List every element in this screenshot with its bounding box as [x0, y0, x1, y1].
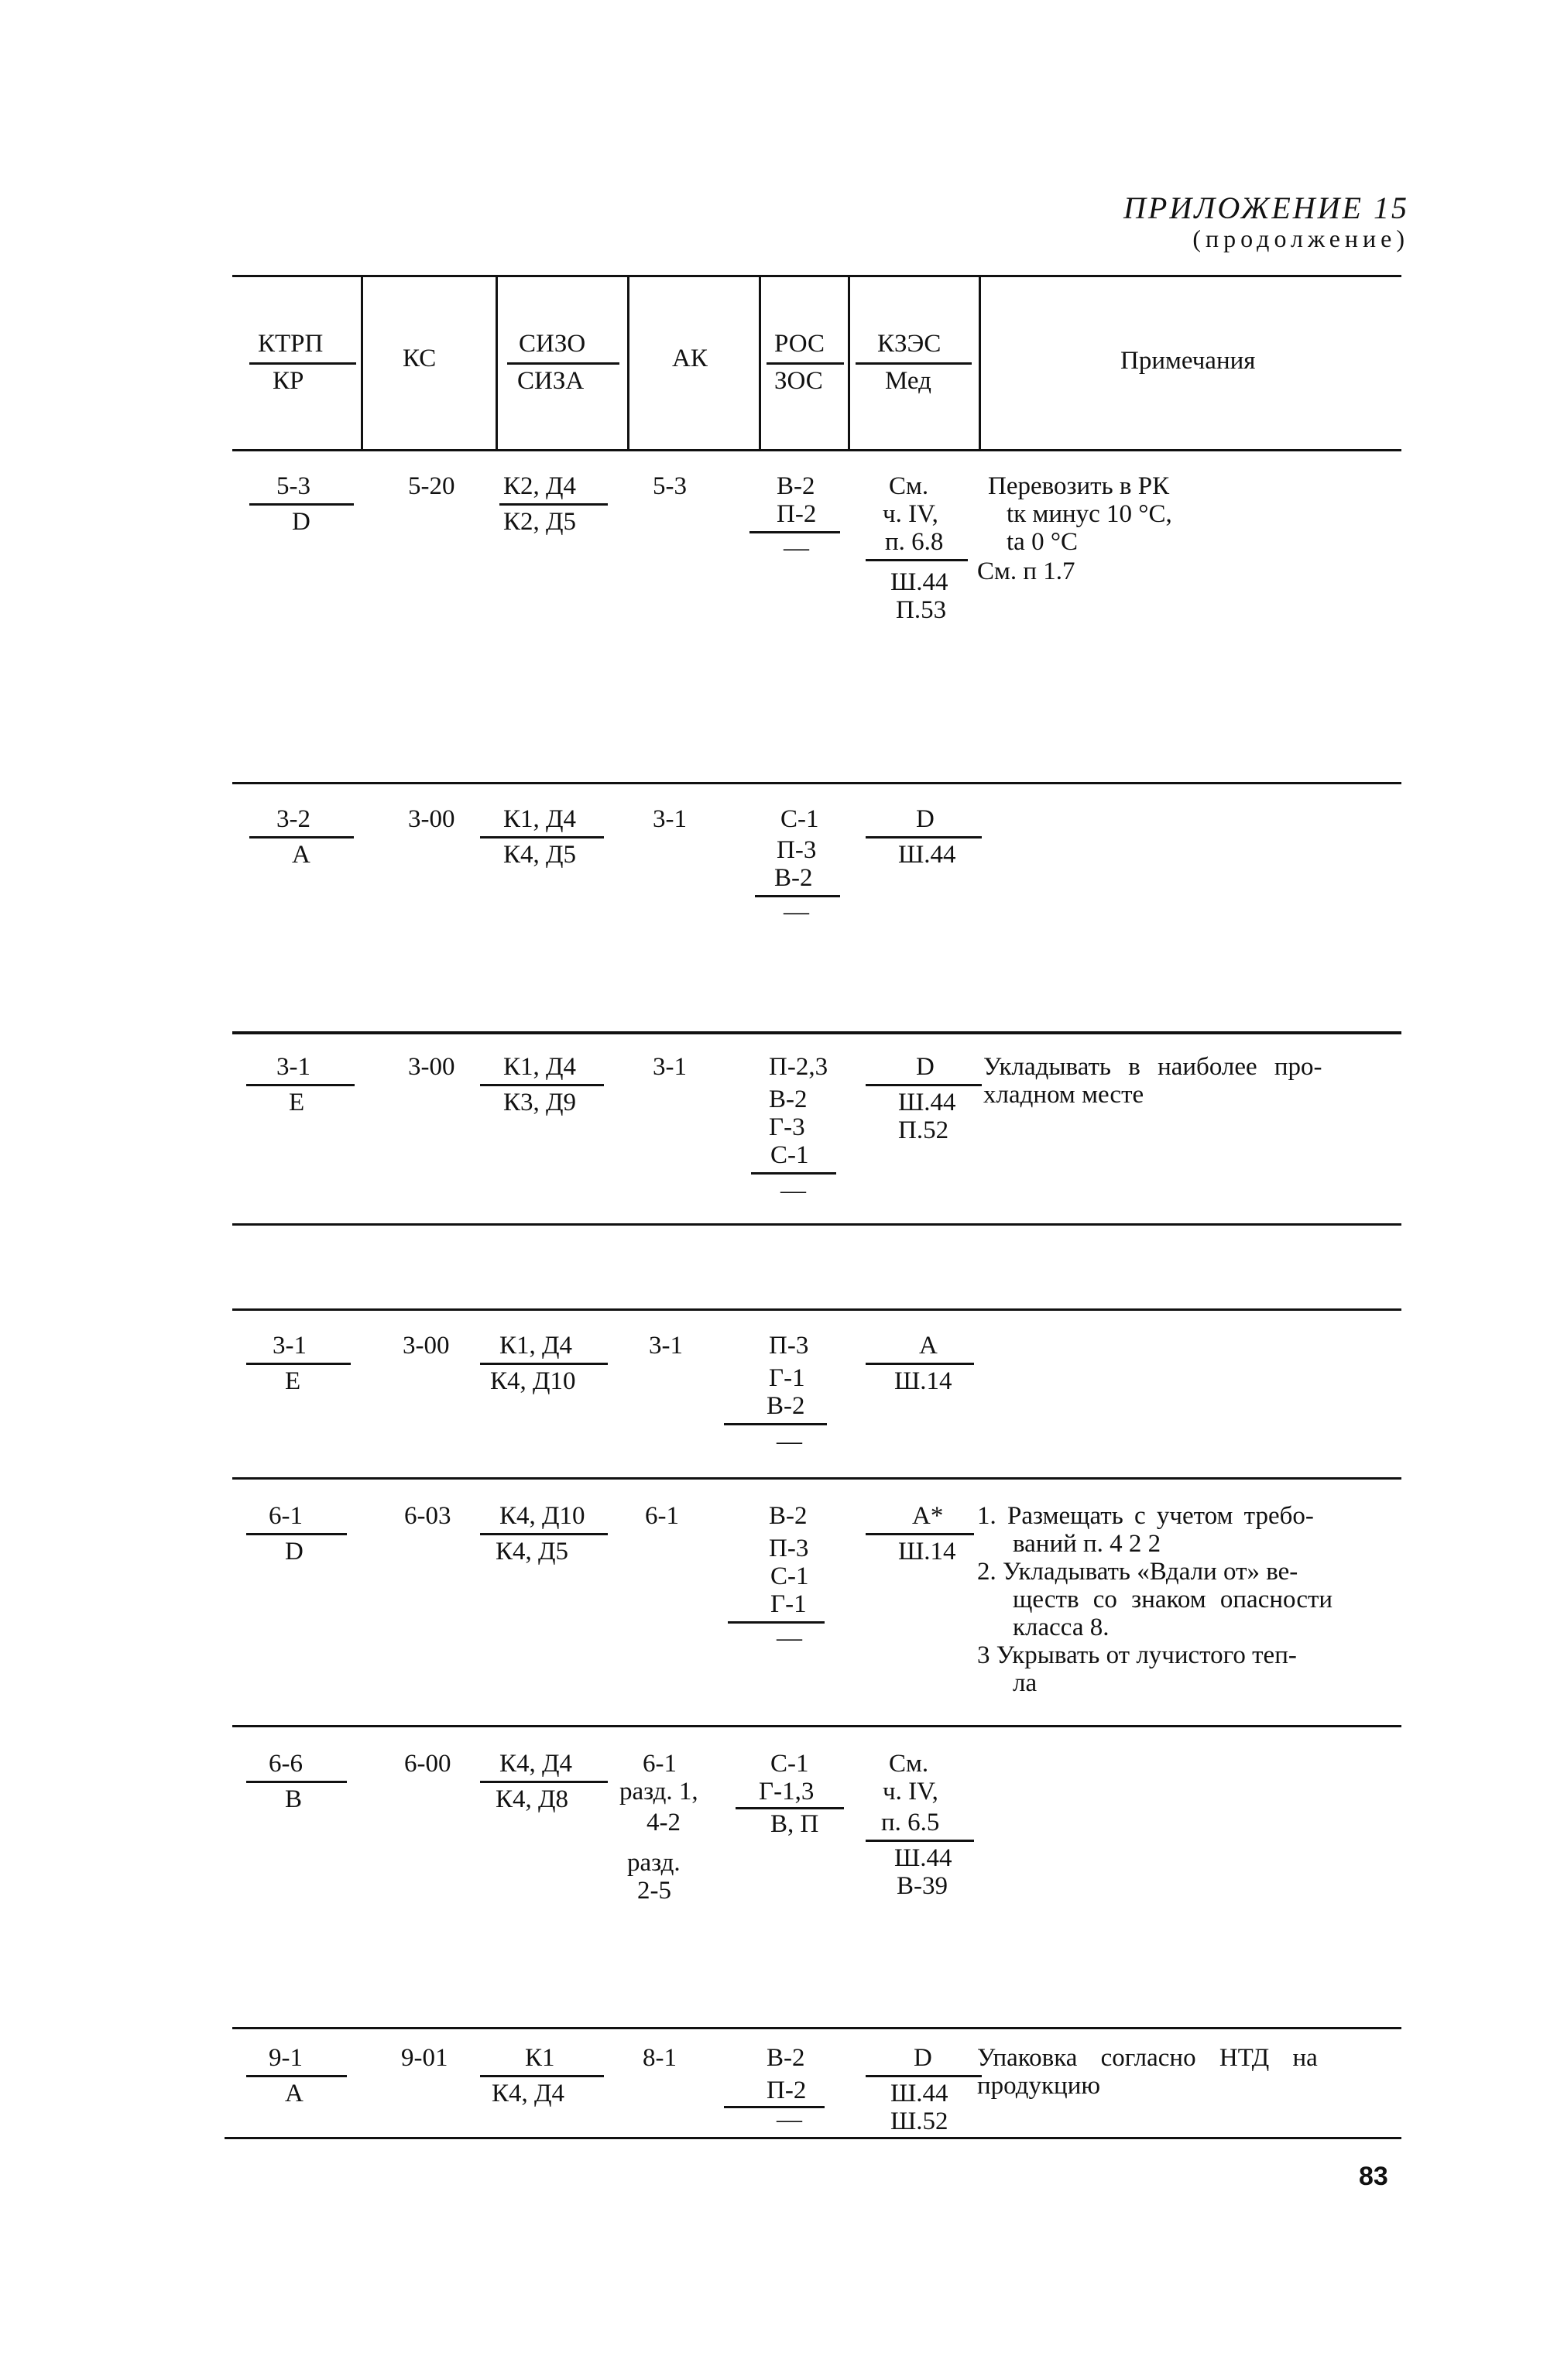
col-ks-header: КС [403, 345, 437, 372]
ros-value: П-3 [769, 1332, 809, 1360]
ktrp-value: 9-1 [269, 2044, 303, 2072]
kr-value: Е [285, 1367, 301, 1395]
siza-value: К4, Д5 [503, 841, 577, 869]
col-sep-2 [496, 275, 498, 449]
med-value: П.53 [896, 596, 947, 624]
ros-value: П-3 [777, 836, 817, 864]
ak-value: разд. [627, 1849, 681, 1877]
ros-value: С-1 [780, 805, 819, 833]
sizo-fraction-line [480, 1084, 604, 1086]
ros-value: П-2,3 [769, 1053, 828, 1081]
kr-value: Е [289, 1089, 305, 1116]
col-sep-4 [759, 275, 761, 449]
note-line: Укладывать в наиболее про- [983, 1053, 1322, 1081]
ros-fraction-line [755, 895, 840, 897]
siza-value: К4, Д4 [492, 2080, 565, 2107]
zos-value: В, П [770, 1810, 819, 1838]
ktrp-value: 3-1 [273, 1332, 307, 1360]
ros-fraction-line [724, 1423, 827, 1425]
ros-value: В-2 [774, 864, 813, 892]
kzes-value: ч. IV, [883, 500, 938, 528]
ros-value: П-2 [777, 500, 817, 528]
note-line: ществ со знаком опасности [1013, 1586, 1333, 1614]
med-value: Ш.14 [898, 1538, 956, 1566]
kzes-value: ч. IV, [883, 1778, 938, 1806]
siza-value: К2, Д5 [503, 508, 577, 536]
kzes-fraction-line [866, 836, 982, 838]
ros-value: В-2 [769, 1085, 808, 1113]
row-separator [232, 2027, 1401, 2029]
sizo-fraction-line [499, 503, 608, 506]
kzes-fraction-line [866, 1840, 974, 1842]
ros-value: В-2 [769, 1502, 808, 1530]
ktrp-value: 5-3 [276, 472, 310, 500]
kzes-value: п. 6.5 [881, 1809, 940, 1836]
zos-value: — [780, 1177, 806, 1205]
note-line: См. п 1.7 [977, 557, 1075, 585]
sizo-fraction-line [480, 1781, 608, 1783]
kzes-value: А [919, 1332, 938, 1360]
page-number: 83 [1359, 2162, 1388, 2191]
note-line: ваний п. 4 2 2 [1013, 1530, 1161, 1558]
ks-value: 9-01 [401, 2044, 448, 2072]
ros-value: П-2 [767, 2076, 807, 2104]
med-value: Ш.52 [890, 2107, 948, 2135]
sizo-fraction-line [480, 1363, 608, 1365]
col-notes-header: Примечания [1120, 347, 1256, 375]
sizo-value: К1, Д4 [503, 1053, 577, 1081]
ktrp-value: 6-1 [269, 1502, 303, 1530]
ros-fraction-line [749, 531, 840, 533]
sizo-fraction-line [480, 1533, 608, 1535]
note-line: 3 Укрывать от лучистого теп- [977, 1641, 1297, 1669]
kzes-fraction-line [866, 1363, 974, 1365]
sizo-fraction-line [480, 2075, 604, 2077]
col-kzes-header: КЗЭС [877, 330, 941, 358]
ktrp-value: 3-2 [276, 805, 310, 833]
note-line: хладном месте [983, 1081, 1144, 1109]
col-sizo-header: СИЗО [519, 330, 586, 358]
kzes-value: См. [889, 1750, 929, 1778]
ros-value: С-1 [770, 1562, 809, 1590]
ros-value: Г-1 [770, 1590, 807, 1618]
kr-value: D [285, 1538, 304, 1566]
kr-value: D [292, 508, 310, 536]
col-zos-header: ЗОС [774, 367, 823, 395]
ros-value: С-1 [770, 1750, 809, 1778]
col6-fraction-line [856, 362, 972, 365]
ks-value: 6-03 [404, 1502, 451, 1530]
table-top-rule [232, 275, 1401, 277]
row-separator [232, 1223, 1401, 1226]
kr-value: А [292, 841, 310, 869]
ak-value: 2-5 [637, 1877, 671, 1905]
ks-value: 3-00 [408, 805, 455, 833]
col5-fraction-line [767, 362, 844, 365]
kzes-value: См. [889, 472, 929, 500]
ros-value: Г-3 [769, 1113, 805, 1141]
col-siza-header: СИЗА [517, 367, 585, 395]
row-separator [232, 1725, 1401, 1727]
kzes-value: D [914, 2044, 932, 2072]
row-separator [232, 782, 1401, 784]
sizo-fraction-line [480, 836, 604, 838]
sizo-value: К4, Д4 [499, 1750, 573, 1778]
ktrp-value: 3-1 [276, 1053, 310, 1081]
ktrp-fraction-line [246, 1533, 347, 1535]
ak-value: 6-1 [645, 1502, 679, 1530]
ak-value: 3-1 [653, 805, 687, 833]
col-sep-5 [848, 275, 850, 449]
med-value: П.52 [898, 1116, 949, 1144]
kzes-value: D [916, 805, 935, 833]
note-line: класса 8. [1013, 1614, 1110, 1641]
note-line: ла [1013, 1669, 1038, 1697]
appendix-title: ПРИЛОЖЕНИЕ 15 [1123, 190, 1409, 225]
kzes-fraction-line [866, 559, 968, 561]
ros-fraction-line [724, 2106, 825, 2108]
ros-fraction-line [751, 1172, 836, 1175]
ros-fraction-line [728, 1621, 825, 1624]
col-kr-header: КР [273, 367, 304, 395]
kzes-fraction-line [866, 1533, 974, 1535]
zos-value: — [777, 2106, 802, 2134]
siza-value: К4, Д8 [496, 1785, 569, 1813]
ktrp-value: 6-6 [269, 1750, 303, 1778]
kr-value: А [285, 2080, 304, 2107]
row-separator [232, 1031, 1401, 1034]
ros-value: В-2 [767, 1392, 805, 1420]
siza-value: К3, Д9 [503, 1089, 577, 1116]
row-separator [232, 1308, 1401, 1311]
ktrp-fraction-line [249, 836, 354, 838]
ak-value: разд. 1, [619, 1778, 698, 1806]
med-value: Ш.44 [890, 568, 948, 596]
note-line: Перевозить в РК [988, 472, 1170, 500]
ros-value: В-2 [767, 2044, 805, 2072]
zos-value: — [777, 1428, 802, 1456]
ros-fraction-line [736, 1807, 844, 1809]
table-bottom-rule [225, 2137, 1401, 2139]
note-line: Упаковка согласно НТД на [977, 2044, 1318, 2072]
siza-value: К4, Д10 [490, 1367, 576, 1395]
col-ak-header: АК [672, 345, 708, 372]
kzes-value: п. 6.8 [885, 528, 944, 556]
col1-fraction-line [249, 362, 356, 365]
kzes-value: D [916, 1053, 935, 1081]
kzes-fraction-line [866, 2075, 982, 2077]
appendix-subtitle: (продолжение) [1192, 225, 1409, 252]
note-line: 2. Укладывать «Вдали от» ве- [977, 1558, 1298, 1586]
sizo-value: К1, Д4 [503, 805, 577, 833]
ks-value: 3-00 [408, 1053, 455, 1081]
ak-value: 3-1 [649, 1332, 683, 1360]
note-line: продукцию [977, 2072, 1101, 2100]
col-med-header: Мед [885, 367, 931, 395]
kzes-fraction-line [866, 1084, 982, 1086]
col-sep-1 [361, 275, 363, 449]
med-value: Ш.44 [890, 2080, 948, 2107]
zos-value: — [777, 1624, 802, 1652]
ks-value: 5-20 [408, 472, 455, 500]
ktrp-fraction-line [246, 2075, 347, 2077]
ros-value: Г-1,3 [759, 1778, 815, 1806]
col-sep-3 [627, 275, 629, 449]
med-value: Ш.44 [894, 1844, 952, 1872]
med-value: Ш.44 [898, 1089, 956, 1116]
ros-value: Г-1 [769, 1364, 805, 1392]
siza-value: К4, Д5 [496, 1538, 569, 1566]
ros-value: П-3 [769, 1535, 809, 1562]
ktrp-fraction-line [246, 1363, 351, 1365]
med-value: Ш.14 [894, 1367, 952, 1395]
ros-value: С-1 [770, 1141, 809, 1169]
note-line: tк минус 10 °С, [1007, 500, 1172, 528]
note-line: tа 0 °С [1007, 528, 1079, 556]
sizo-value: К1 [525, 2044, 555, 2072]
sizo-value: К4, Д10 [499, 1502, 585, 1530]
ak-value: 5-3 [653, 472, 687, 500]
col-sep-6 [979, 275, 981, 449]
zos-value: — [784, 898, 809, 926]
row-separator [232, 1477, 1401, 1480]
med-value: Ш.44 [898, 841, 956, 869]
sizo-value: К1, Д4 [499, 1332, 573, 1360]
ak-value: 3-1 [653, 1053, 687, 1081]
col3-fraction-line [507, 362, 619, 365]
note-line: 1. Размещать с учетом требо- [977, 1502, 1314, 1530]
kr-value: В [285, 1785, 303, 1813]
sizo-value: К2, Д4 [503, 472, 577, 500]
kzes-value: А* [912, 1502, 944, 1530]
ak-value: 6-1 [643, 1750, 677, 1778]
ak-value: 4-2 [647, 1809, 681, 1836]
header-bottom-rule [232, 449, 1401, 451]
ros-value: В-2 [777, 472, 815, 500]
ktrp-fraction-line [246, 1781, 347, 1783]
ak-value: 8-1 [643, 2044, 677, 2072]
ks-value: 6-00 [404, 1750, 451, 1778]
col-ktrp-header: КТРП [258, 330, 324, 358]
ktrp-fraction-line [246, 1084, 355, 1086]
ktrp-fraction-line [249, 503, 354, 506]
col-ros-header: РОС [774, 330, 825, 358]
zos-value: — [784, 534, 809, 562]
ks-value: 3-00 [403, 1332, 450, 1360]
med-value: В-39 [897, 1872, 948, 1900]
